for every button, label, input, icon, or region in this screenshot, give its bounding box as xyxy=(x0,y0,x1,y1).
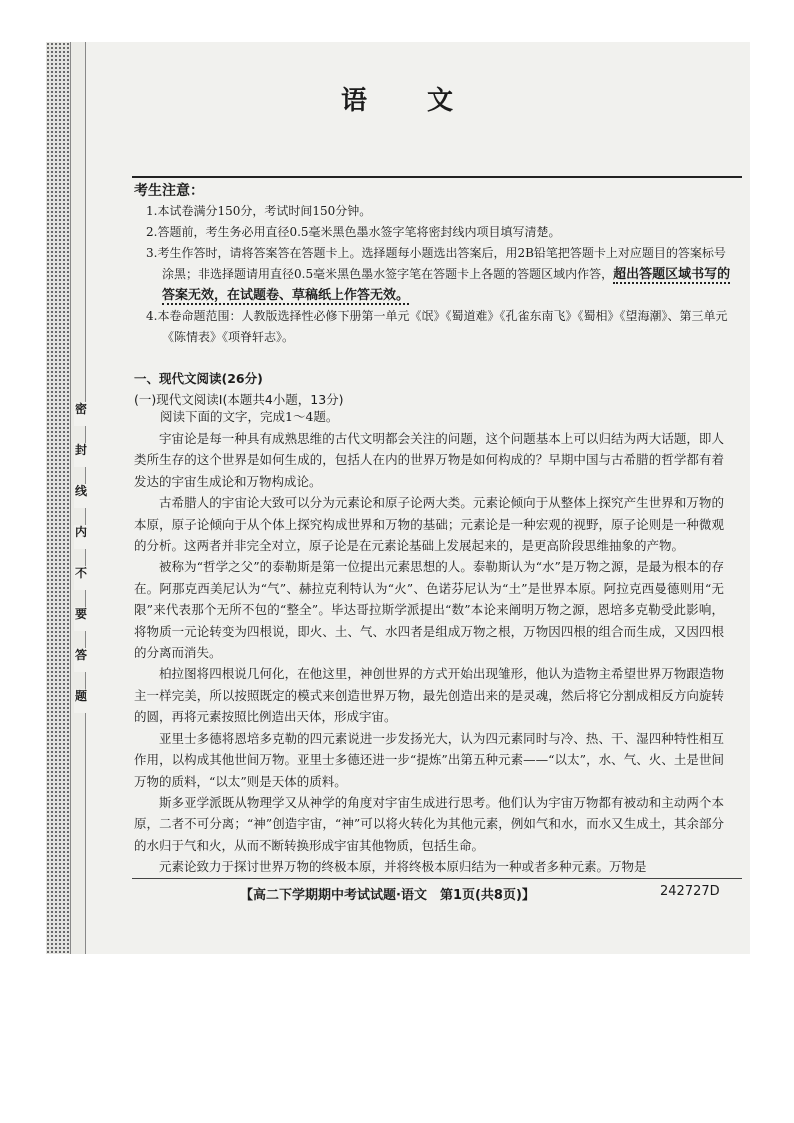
notice-item: 4.本卷命题范围：人教版选择性必修下册第一单元《氓》《蜀道难》《孔雀东南飞》《蜀相》《望海潮》、第三单元《陈情表》《项脊轩志》。 xyxy=(146,309,728,344)
seal-char: 题 xyxy=(74,689,88,713)
reading-passage xyxy=(134,428,724,878)
passage-paragraph: 古希腊人的宇宙论大致可以分为元素论和原子论两大类。元素论倾向于从整体上探究产生世界和万物的本原，原子论倾向于从个体上探究构成世界和万物的基础；元素论是一种宏观的视野，原子论则是一种微观的分析。这两者并非完全对立，原子论是在元素论基础上发展起来的，是更高阶段思维抽象的产物。 xyxy=(134,495,724,554)
notice-item xyxy=(146,243,734,306)
section-heading: 一、现代文阅读(26分) xyxy=(134,371,263,386)
passage-paragraph: 元素论致力于探讨世界万物的终极本原，并将终极本原归结为一种或者多种元素。万物是 xyxy=(159,859,647,875)
header-divider xyxy=(132,176,742,178)
notice-item: 1.本试卷满分150分，考试时间150分钟。 xyxy=(146,204,372,218)
passage-paragraph: 被称为“哲学之父”的泰勒斯是第一位提出元素思想的人。泰勒斯认为“水”是万物之源，是最为根本的存在。阿那克西美尼认为“气”、赫拉克利特认为“火”、色诺芬尼认为“土”是世界本原。阿拉克西曼德则用“无限”来代表那个无所不包的“整全”。毕达哥拉斯学派提出“数”本论来阐明万物之源，恩培多克勒受此影响，将物质一元论转变为四根说，即火、土、气、水四者是组成万物之根，万物因四根的组合而生成，又因四根的分离而消失。 xyxy=(134,559,724,661)
seal-char: 答 xyxy=(74,648,88,672)
paper-code: 242727D xyxy=(660,884,720,899)
notice-item-text: 3.考生作答时，请将答案答在答题卡上。选择题每小题选出答案后，用2B铅笔把答题卡上对应题目的答案标号涂黑；非选择题请用直径0.5毫米黑色墨水签字笔在答题卡上各题的答题区域内作答， xyxy=(146,246,726,281)
passage-paragraph: 柏拉图将四根说几何化，在他这里，神创世界的方式开始出现雏形，他认为造物主希望世界万物跟造物主一样完美，所以按照既定的模式来创造世界万物，最先创造出来的是灵魂，然后将它分割成相反方向旋转的圆，再将元素按照比例造出天体，形成宇宙。 xyxy=(134,666,724,725)
notice-list xyxy=(146,201,734,348)
seal-char: 线 xyxy=(74,484,88,508)
footer-divider xyxy=(132,878,742,879)
seal-char: 密 xyxy=(74,402,88,426)
passage-paragraph: 宇宙论是每一种具有成熟思维的古代文明都会关注的问题，这个问题基本上可以归结为两大话题，即人类所生存的这个世界是如何生成的，包括人在内的世界万物是如何构成的？早期中国与古希腊的哲学都有着发达的宇宙生成论和万物构成论。 xyxy=(134,431,724,489)
binding-edge xyxy=(46,42,70,954)
page-footer: 【高二下学期期中考试试题·语文 第1页(共8页)】 xyxy=(240,888,535,903)
page-title: 语文 xyxy=(340,86,513,116)
passage-paragraph: 亚里士多德将恩培多克勒的四元素说进一步发扬光大，认为四元素同时与冷、热、干、湿四种特性相互作用，以构成其他世间万物。亚里士多德还进一步“提炼”出第五种元素——“以太”，水、气、火、土是世间万物的质料，“以太”则是天体的质料。 xyxy=(134,730,724,789)
seal-char: 内 xyxy=(74,525,88,549)
section-subheading: (一)现代文阅读Ⅰ(本题共4小题，13分) xyxy=(134,392,344,407)
seal-char: 要 xyxy=(74,607,88,631)
seal-char: 封 xyxy=(74,443,88,467)
passage-paragraph: 斯多亚学派既从物理学又从神学的角度对宇宙生成进行思考。他们认为宇宙万物都有被动和主动两个本原，二者不可分离；“神”创造宇宙，“神”可以将火转化为其他元素，例如气和水，而水又生成土，其余部分的水归于气和火，从而不断转换形成宇宙其他物质，包括生命。 xyxy=(134,794,724,853)
seal-char: 不 xyxy=(74,566,88,590)
notice-item: 2.答题前，考生务必用直径0.5毫米黑色墨水签字笔将密封线内项目填写清楚。 xyxy=(146,225,561,239)
notice-emphasis: 超出答题区域书写的答案无效，在试题卷、草稿纸上作答无效。 xyxy=(162,267,731,303)
reading-instruction: 阅读下面的文字，完成1～4题。 xyxy=(160,409,339,424)
seal-line-text xyxy=(74,402,88,730)
notice-heading: 考生注意： xyxy=(134,183,204,199)
